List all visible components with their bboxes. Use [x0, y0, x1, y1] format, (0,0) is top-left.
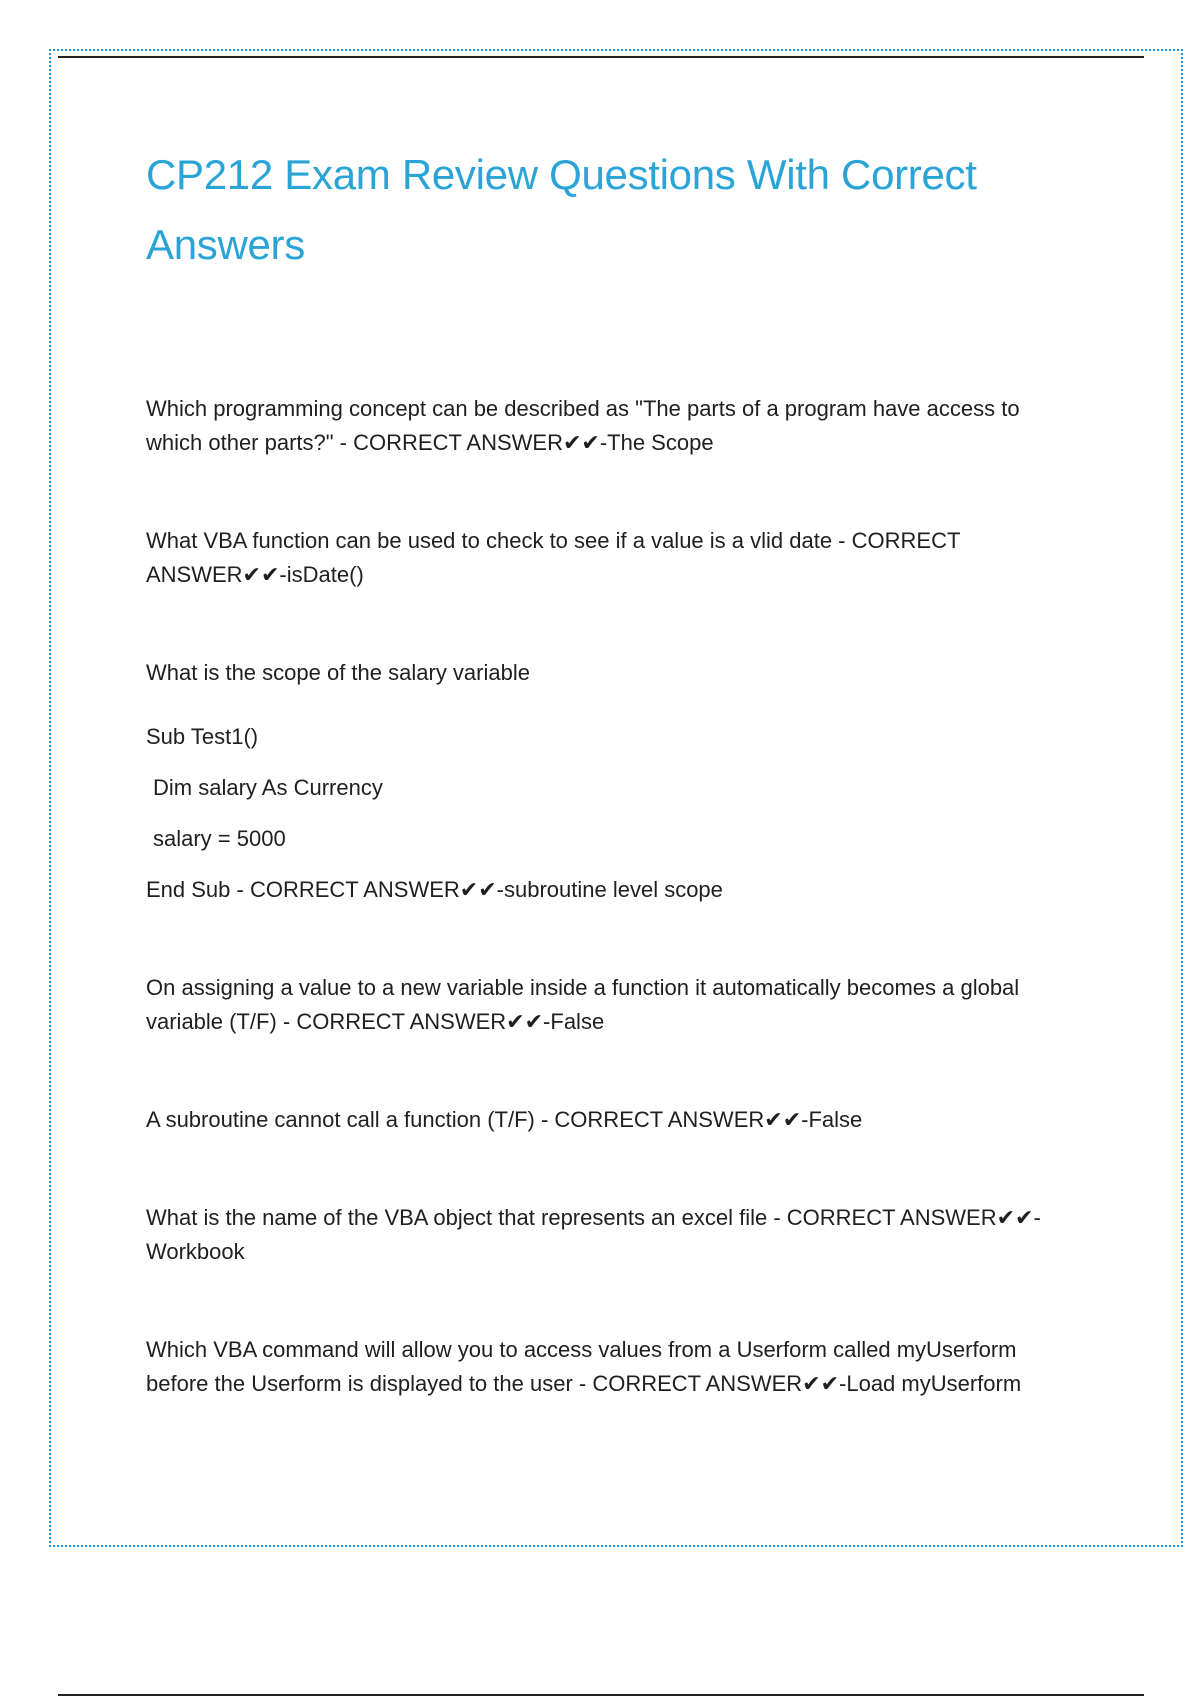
question-item: Which VBA command will allow you to access values from a Userform called myUserform before the Userform is displayed to the user - CORRECT ANSWER✔✔-Load myUserform [146, 1337, 1022, 1396]
question-item: On assigning a value to a new variable inside a function it automatically becomes a global variable (T/F) - CORRECT ANSWER✔✔-False [146, 975, 1020, 1034]
question-item: A subroutine cannot call a function (T/F) - CORRECT ANSWER✔✔-False [146, 1107, 863, 1132]
code-line: Sub Test1() [146, 724, 259, 749]
document-title: CP212 Exam Review Questions With Correct Answers [146, 151, 977, 268]
code-line-answer: End Sub - CORRECT ANSWER✔✔-subroutine level scope [146, 877, 723, 902]
top-divider [58, 56, 1144, 58]
question-item: Which programming concept can be described as "The parts of a program have access to which other parts?" - CORRECT ANSWER✔✔-The Scope [146, 396, 1020, 455]
bottom-divider [58, 1694, 1144, 1696]
question-item: What is the name of the VBA object that represents an excel file - CORRECT ANSWER✔✔-Workbook [146, 1205, 1041, 1264]
question-item: What VBA function can be used to check to see if a value is a vlid date - CORRECT ANSWER✔✔-isDate() [146, 528, 960, 587]
question-list [146, 392, 1046, 1401]
code-line: Dim salary As Currency [153, 775, 383, 800]
code-snippet [146, 720, 1046, 907]
code-line: salary = 5000 [153, 826, 286, 851]
document-body [146, 140, 1046, 1465]
question-item: What is the scope of the salary variable [146, 660, 530, 685]
